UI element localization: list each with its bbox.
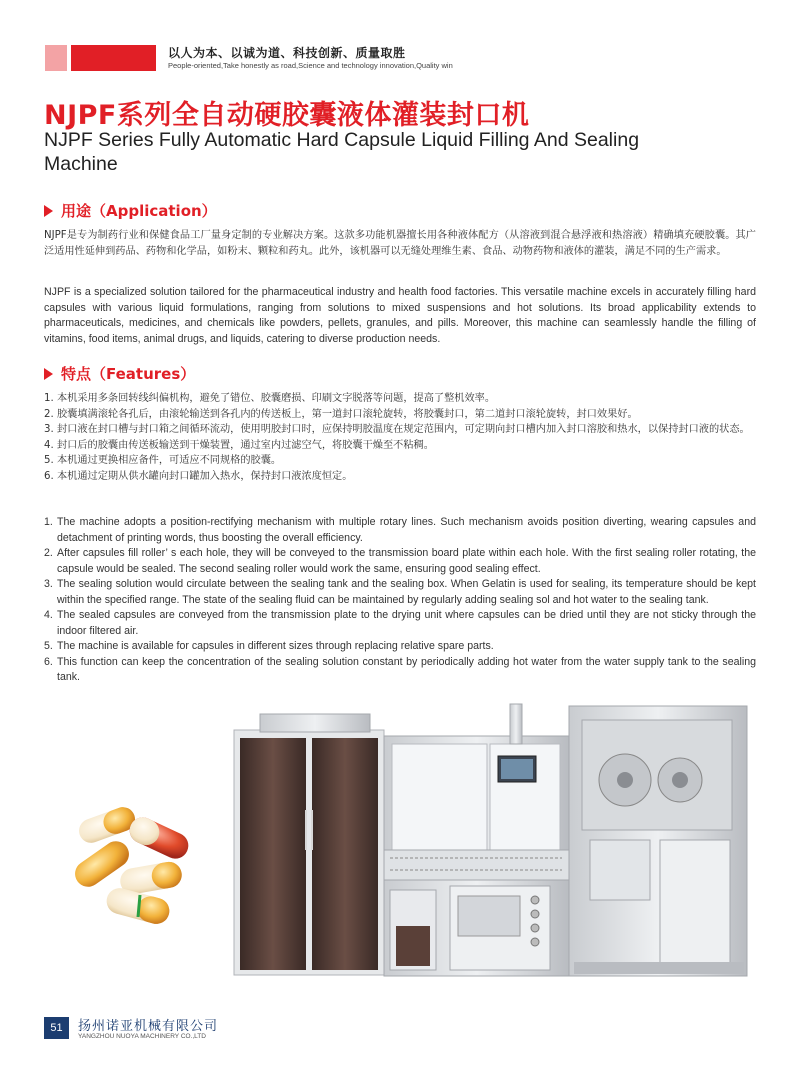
list-item-text: After capsules fill roller’ s each hole, they will be conveyed to the transmission board plate within each hole. With the first sealing roller rotating, the capsule would be sealed. The second sealing roller would work the same, ensuring good sealing effect. xyxy=(57,547,756,575)
list-item-text: The sealing solution would circulate between the sealing tank and the sealing box. When Gelatin is used for sealing, its temperature should be kept within the specified range. The state of the sealing fluid can be maintained by regularly adding sealing sol and hot water to the sealing tank. xyxy=(57,578,756,606)
application-text-cn: NJPF是专为制药行业和保健食品工厂量身定制的专业解决方案。这款多功能机器擅长用各种液体配方（从溶液到混合悬浮液和热溶液）精确填充硬胶囊。其广泛适用性延伸到药品、药物和化学品，如粉末、颗粒和药丸。此外，该机器可以无缝处理维生素、食品、动物药物和液体的灌装，满足不同的生产需求。 xyxy=(44,230,756,257)
list-item-text: The machine adopts a position-rectifying mechanism with multiple rotary lines. Such mechanism avoids position diverting, wearing capsules and detachment of printing words, thus boosting the overall efficiency. xyxy=(57,516,756,544)
list-item-text: 封口液在封口槽与封口箱之间循环流动，使用明胶封口时，应保持明胶温度在规定范围内，可定期向封口槽内加入封口溶胶和热水，以保持封口液的状态。 xyxy=(57,424,750,435)
header-accent-square xyxy=(45,45,67,71)
list-item-number: 3. xyxy=(44,424,54,435)
list-item xyxy=(44,546,756,577)
page-title-cn: NJPF系列全自动硬胶囊液体灌装封口机 xyxy=(44,100,530,131)
features-list-cn xyxy=(44,391,756,484)
company-name-cn: 扬州诺亚机械有限公司 xyxy=(78,1019,219,1034)
list-item xyxy=(44,655,756,686)
features-list-en xyxy=(44,515,756,686)
list-item-number: 5. xyxy=(44,455,54,466)
application-heading-text: 用途（Application） xyxy=(61,202,217,220)
list-item-text: 本机通过更换相应备件，可适应不同规格的胶囊。 xyxy=(57,455,282,466)
application-heading xyxy=(44,200,217,221)
list-item-number: 1. xyxy=(44,516,53,528)
list-item-text: The sealed capsules are conveyed from the transmission plate to the drying unit where capsules can be dried until they are not sticky through the indoor filtered air. xyxy=(57,609,756,637)
list-item xyxy=(44,608,756,639)
list-item xyxy=(44,469,756,485)
list-item-text: The machine is available for capsules in different sizes through replacing relative spare parts. xyxy=(57,640,494,652)
list-item xyxy=(44,391,756,407)
header-slogan-cn: 以人为本、以诚为道、科技创新、质量取胜 xyxy=(168,46,406,60)
page-title-en: NJPF Series Fully Automatic Hard Capsule Liquid Filling And Sealing Machine xyxy=(44,129,640,175)
application-text-en: NJPF is a specialized solution tailored for the pharmaceutical industry and health food factories. This versatile machine excels in accurately filling hard capsules with various liquid formulations, ranging from solutions to mixed suspensions and hot solutions. Its broad applicability extends to pharmaceuticals, medicines, and chemicals like powders, pellets, granules, and pills. Moreover, this machine can seamlessly handle the filling of vitamins, food items, animal drugs, and liquids, catering to diverse production needs. xyxy=(44,286,756,345)
list-item xyxy=(44,639,756,655)
features-heading-text: 特点（Features） xyxy=(61,365,196,383)
list-item xyxy=(44,577,756,608)
list-item-number: 1. xyxy=(44,393,54,404)
triangle-bullet-icon xyxy=(44,368,53,380)
header-slogan-en: People-oriented,Take honestly as road,Science and technology innovation,Quality win xyxy=(168,61,453,70)
list-item xyxy=(44,515,756,546)
list-item-number: 3. xyxy=(44,578,53,590)
list-item-number: 2. xyxy=(44,547,53,559)
capsule-shape xyxy=(76,804,139,846)
page-number: 51 xyxy=(44,1017,69,1039)
list-item-text: 本机采用多条回转线纠偏机构，避免了错位、胶囊磨损、印刷文字脱落等问题，提高了整机效率。 xyxy=(57,393,496,404)
list-item-number: 4. xyxy=(44,609,53,621)
list-item-number: 2. xyxy=(44,408,54,420)
triangle-bullet-icon xyxy=(44,205,53,217)
company-name-en: YANGZHOU NUOYA MACHINERY CO.,LTD xyxy=(78,1033,206,1040)
capsules-image xyxy=(68,795,208,925)
list-item-text: 胶囊填满滚轮各孔后，由滚轮输送到各孔内的传送板上，第一道封口滚轮旋转，将胶囊封口，第二道封口滚轮旋转，封口效果好。 xyxy=(57,408,638,420)
list-item-number: 4. xyxy=(44,439,54,451)
list-item xyxy=(44,438,756,454)
list-item-text: This function can keep the concentration of the sealing solution constant by periodically adding hot water from the water supply tank to the sealing tank. xyxy=(57,655,756,683)
list-item-text: 封口后的胶囊由传送板输送到干燥装置，通过室内过滤空气，将胶囊干燥至不粘稠。 xyxy=(57,439,434,451)
list-item xyxy=(44,453,756,469)
list-item-number: 6. xyxy=(44,470,54,482)
filling-machine-image xyxy=(230,700,750,982)
header-accent-bar xyxy=(71,45,156,71)
capsule-shape xyxy=(125,813,192,863)
list-item-number: 5. xyxy=(44,640,53,652)
list-item-number: 6. xyxy=(44,655,53,668)
list-item xyxy=(44,422,756,438)
list-item xyxy=(44,407,756,423)
features-heading xyxy=(44,363,195,384)
list-item-text: 本机通过定期从供水罐向封口罐加入热水，保持封口液浓度恒定。 xyxy=(57,470,353,482)
